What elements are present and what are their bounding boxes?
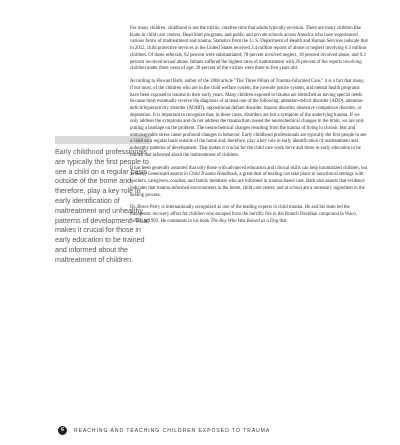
running-head: REACHING AND TEACHING CHILDREN EXPOSED TO TRAUMA <box>74 427 271 434</box>
paragraph-3-end: , a great deal of healing can take place in nonclinical settings with teachers, caregivers, coaches, and family members who are informed in trauma-based care. Bath also asserts that evidence indicates that trauma-informed environments in the home, child care center, and at school are a necessary ingredient in the healing process. <box>130 172 365 198</box>
paragraph-1: For many children, childhood is not the idyllic, carefree time that adults typically envision. There are many children like Katie in child care centers, Head Start programs, and public and private schools across America who have experienced various forms of maltreatment and trauma. Statistics from the U. S. Department of Health and Human Services indicate that in 2012, child protective services in the United States received 3.4 million reports of abuse or neglect involving 6.3 million children. Of those referrals, 62 percent were substantiated; 78 percent involved neglect, 18 percent involved abuse, and 9.3 percent involved sexual abuse. Infants suffered the highest rates of maltreatment with 26 percent of the reports involving children under three years of age; 20 percent of the victims were three to five years old. <box>130 26 368 72</box>
pullquote-text: Early childhood professionals are typically the first people to see a child on a regular basis outside of the home and, therefore, play a key role in early identification of maltreatment and unhealthy patterns of development. That makes it crucial for those in early education to be trained and informed about the maltreatment of children. <box>55 148 150 264</box>
paragraph-2: According to Howard Bath, author of the 2008 article "The Three Pillars of Trauma-Informed Care," it is a fact that many, if not most, of the children who are in the child welfare system, the juvenile justice system, and mental health programs have been exposed to trauma in their early years. Many children exposed to trauma are identified as having special needs because most eventually receive the diagnosis of at least one of the following: attention-deficit disorder (ADD), attention-deficit/hyperactivity disorder (ADHD), oppositional defiant disorder, bipolar disorder, obsessive compulsive disorder, or depression. It is important to recognize that, in these cases, disorders are but a symptom of the underlying trauma. If we only address the symptoms and do not address the trauma that caused the neurochemical changes in the brain, we are only putting a bandage on the problem. The neurochemical changes resulting from the trauma of living in chronic fear and unmanageable stress cause profound changes in behavior. Early childhood professionals are typically the first people to see a child on a regular basis outside of the home and, therefore, play a key role in early identification of maltreatment and unhealthy patterns of development. That makes it crucial for the child care work force and those in early education to be trained and informed about the maltreatment of children. <box>130 79 367 158</box>
page-footer <box>58 426 270 435</box>
book-title-boy-raised-as-dog: The Boy Who Was Raised as a Dog <box>210 218 279 224</box>
book-title-child-trauma-handbook: Child Trauma Handbook <box>189 172 237 178</box>
paragraph-4 <box>130 205 368 225</box>
paragraph-3-start: It has been generally assumed that only those with advanced education and clinical skills can help traumatized children, but as Ricky Greenwald asserts in <box>130 165 368 178</box>
paragraph-4-end: that <box>278 218 287 224</box>
paragraph-4-start: Dr. Bruce Perry is internationally recognized as one of the leading experts in child trauma. He and his team led the therapeutic recovery effort for children who escaped from the horrific fire in the Branch Davidian compound in Waco, Texas, in 1993. He comments in his book <box>130 205 357 224</box>
paragraph-3 <box>130 166 368 200</box>
body-text <box>130 26 368 232</box>
page-number-badge: 6 <box>58 426 67 435</box>
